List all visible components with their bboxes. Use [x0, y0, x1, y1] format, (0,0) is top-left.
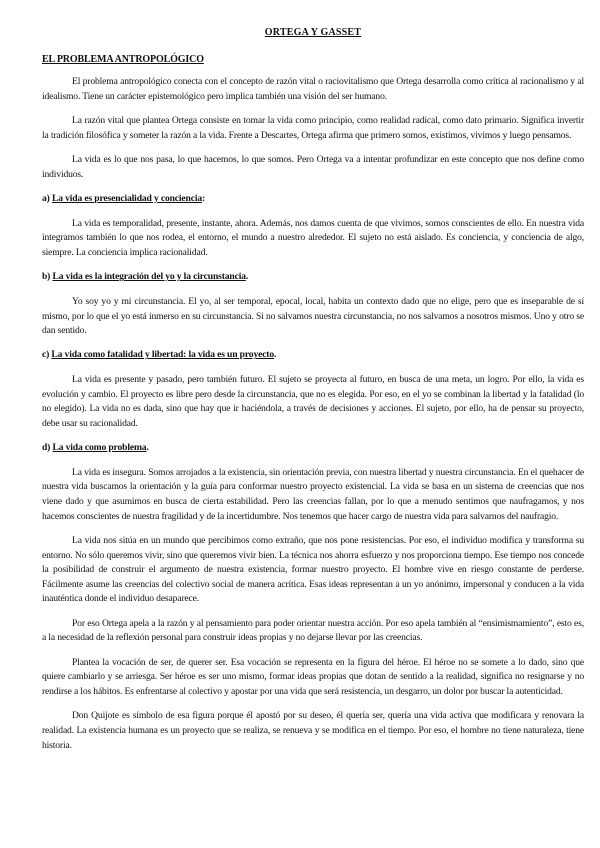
paragraph: La vida es presente y pasado, pero también futuro. El sujeto se proyecta al futuro, en busca de una meta, un logro. Por ello, la vida es evolución y cambio. El proyecto es libre pero desde la circunstancia, que no es elegida. Por eso, en el yo se combinan la libertad y la fatalidad (lo no elegido). La vida no es dada, sino que hay que ir haciéndola, a través de decisiones y acciones. El sujeto, por ello, ha de pensar su proyecto, debe usar su racionalidad. [42, 374, 584, 429]
paragraph: Por eso Ortega apela a la razón y al pensamiento para poder orientar nuestra acción. Por eso apela también al “ensimismamiento”, esto es, a la necesidad de la reflexión personal para construir ideas propias y no dejarse llevar por las creencias. [42, 617, 584, 644]
paragraph: La vida nos sitúa en un mundo que percibimos como extraño, que nos pone resistencias. Por eso, el individuo modifica y transforma su entorno. No sólo queremos vivir, sino que queremos vivir bien. La técnica nos ahorra esfuerzo y nos proporciona tiempo. Ese tiempo nos concede la posibilidad de construir el argumento de nuestra existencia, formar nuestro proyecto. El hombre vive en riesgo constante de perderse. Fácilmente asume las creencias del colectivo social de manera acrítica. Esas ideas representan a un yo anónimo, impersonal y conducen a la vida inauténtica donde el individuo desaparece. [42, 535, 584, 605]
paragraph: La vida es lo que nos pasa, lo que hacemos, lo que somos. Pero Ortega va a intentar profundizar en este concepto que nos define como individuos. [42, 154, 584, 180]
paragraph: La vida es temporalidad, presente, instante, ahora. Además, nos damos cuenta de que vivimos, somos conscientes de ello. En nuestra vida integramos también lo que nos rodea, el entorno, el mundo a nuestro alrededor. El sujeto no está aislado. Es conciencia, y conciencia de algo, siempre. La conciencia implica racionalidad. [42, 217, 584, 258]
subsection-heading-a: a) La vida es presencialidad y conciencia: [42, 193, 206, 205]
subsection-heading-d: d) La vida como problema. [42, 442, 149, 454]
paragraph: El problema antropológico conecta con el concepto de razón vital o raciovitalismo que Ortega desarrolla como crítica al racionalismo y al idealismo. Tiene un carácter epistemológico pero implica también una visión del ser humano. [42, 76, 584, 102]
subsection-heading-b: b) La vida es la integración del yo y la circunstancia. [42, 271, 249, 283]
paragraph: La razón vital que plantea Ortega consiste en tomar la vida como principio, como realidad radical, como dato primario. Significa invertir la tradición filosófica y someter la razón a la vida. Frente a Descartes, Ortega afirma que primero somos, existimos, vivimos y luego pensamos. [42, 115, 584, 141]
document-title: ORTEGA Y GASSET [264, 27, 362, 38]
paragraph: Yo soy yo y mi circunstancia. El yo, al ser temporal, epocal, local, habita un contexto dado que no elige, pero que es inseparable de sí mismo, por lo que el yo está inmerso en su circunstancia. Si no salvamos nuestra circunstancia, no nos salvamos a nosotros mismos. Uno y otro se dan sentido. [42, 295, 584, 337]
paragraph: La vida es insegura. Somos arrojados a la existencia, sin orientación previa, con nuestra libertad y nuestra circunstancia. En el quehacer de nuestra vida buscamos la orientación y la guía para conformar nuestro proyecto existencial. La vida se basa en un sistema de creencias que nos viene dado y que asumimos en busca de cierta estabilidad. Pero las creencias fallan, por lo que a menudo sentimos que naufragamos, y nos hacemos conscientes de nuestra fragilidad y de la incertidumbre. Nos tenemos que hacer cargo de nuestra vida para salvarnos del naufragio. [42, 466, 584, 522]
paragraph: Don Quijote es símbolo de esa figura porque él apostó por su deseo, él quería ser, quería una vida activa que modificara y renovara la realidad. La existencia humana es un proyecto que se realiza, se renueva y se modifica en el tiempo. Por eso, el hombre no tiene naturaleza, tiene historia. [42, 710, 584, 751]
paragraph: Plantea la vocación de ser, de querer ser. Esa vocación se representa en la figura del héroe. El héroe no se somete a lo dado, sino que quiere cambiarlo y se arriesga. Ser héroe es ser uno mismo, formar ideas propias que dotan de sentido a la realidad, significa no resignarse y no rendirse a los hábitos. Es enfrentarse al colectivo y apostar por una vida que será resistencia, un desgarro, un dolor por buscar la autenticidad. [42, 656, 584, 697]
document-page [42, 26, 584, 763]
subsection-heading-c: c) La vida como fatalidad y libertad: la vida es un proyecto. [42, 349, 277, 361]
section-title: EL PROBLEMA ANTROPOLÓGICO [42, 53, 204, 65]
